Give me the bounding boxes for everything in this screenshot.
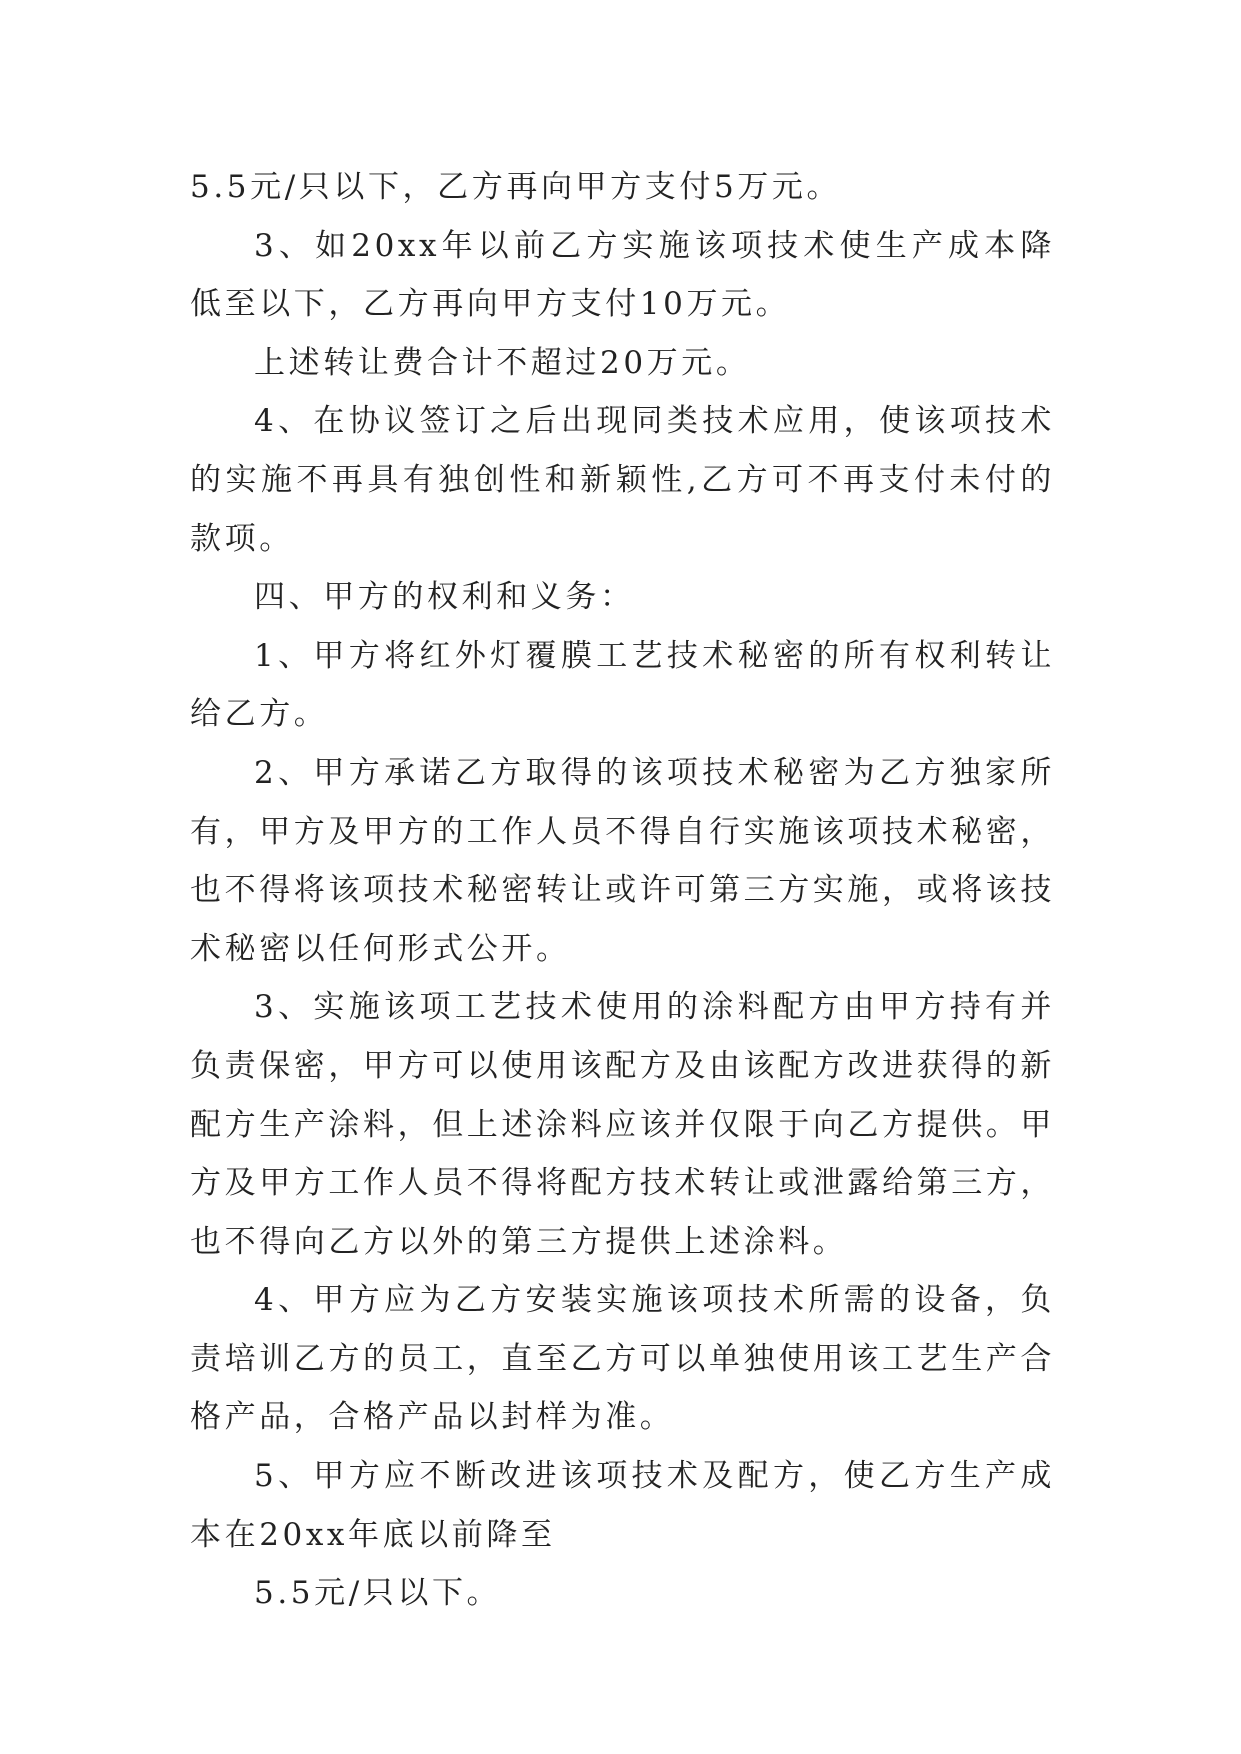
- paragraph-9: 4、甲方应为乙方安装实施该项技术所需的设备，负责培训乙方的员工，直至乙方可以单独使用该工艺生产合格产品，合格产品以封样为准。: [190, 1282, 1055, 1436]
- paragraph-7: 2、甲方承诺乙方取得的该项技术秘密为乙方独家所有，甲方及甲方的工作人员不得自行实施该项技术秘密，也不得将该项技术秘密转让或许可第三方实施，或将该技术秘密以任何形式公开。: [190, 754, 1055, 967]
- paragraph-3: 上述转让费合计不超过20万元。: [254, 344, 751, 381]
- paragraph-8: 3、实施该项工艺技术使用的涂料配方由甲方持有并负责保密，甲方可以使用该配方及由该配方改进获得的新配方生产涂料，但上述涂料应该并仅限于向乙方提供。甲方及甲方工作人员不得将配方技术转让或泄露给第三方，也不得向乙方以外的第三方提供上述涂料。: [190, 989, 1055, 1260]
- paragraph-2: 3、如20xx年以前乙方实施该项技术使生产成本降低至以下，乙方再向甲方支付10万元。: [190, 227, 1055, 323]
- paragraph-11: 5.5元/只以下。: [254, 1575, 502, 1612]
- document-page: [190, 158, 1055, 1623]
- paragraph-4: 4、在协议签订之后出现同类技术应用，使该项技术的实施不再具有独创性和新颖性,乙方可不再支付未付的款项。: [190, 403, 1055, 557]
- paragraph-6: 1、甲方将红外灯覆膜工艺技术秘密的所有权利转让给乙方。: [190, 637, 1055, 733]
- section-heading-4: 四、甲方的权利和义务：: [254, 579, 635, 616]
- paragraph-1: 5.5元/只以下，乙方再向甲方支付5万元。: [190, 169, 842, 205]
- paragraph-10: 5、甲方应不断改进该项技术及配方，使乙方生产成本在20xx年底以前降至: [190, 1458, 1055, 1553]
